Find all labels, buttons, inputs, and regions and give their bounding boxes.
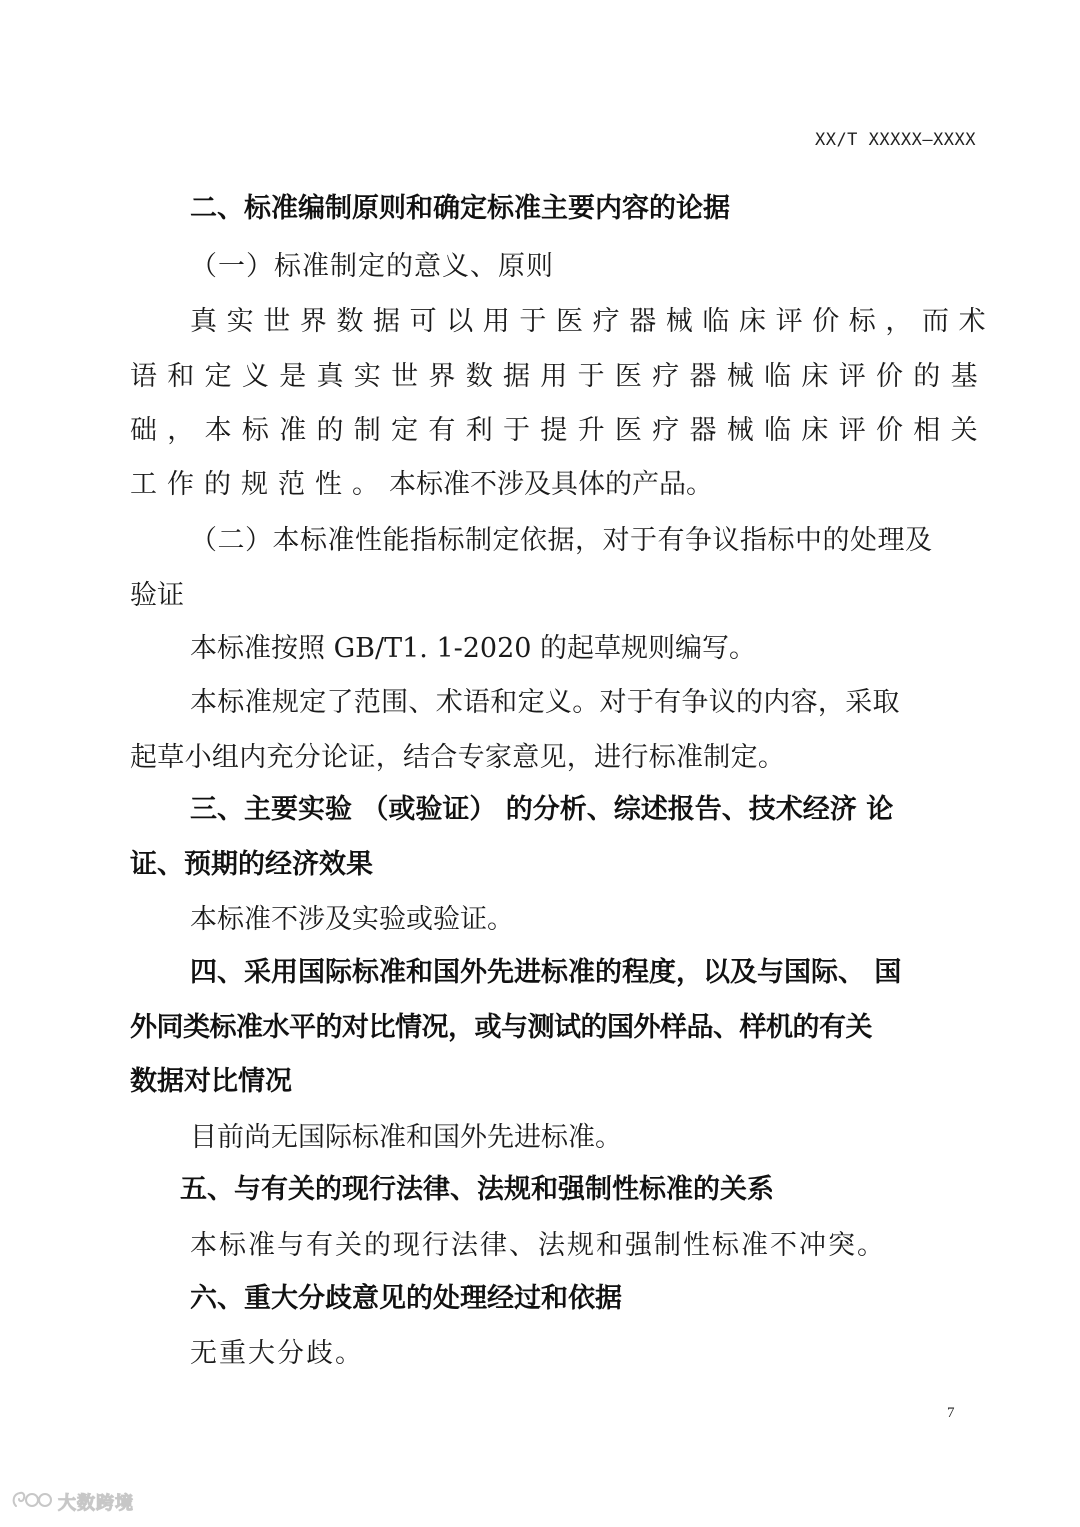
section-2-2-paragraph-2-line-1: 本标准规定了范围、术语和定义。对于有争议的内容，采取: [190, 687, 900, 718]
section-3-heading-line-2: 证、预期的经济效果: [130, 849, 373, 880]
section-2-1-paragraph-line-4-part-2: 本标准不涉及具体的产品。: [389, 469, 713, 500]
section-2-1-paragraph-line-2: 语和定义是真实世界数据用于医疗器械临床评价的基: [130, 361, 988, 392]
section-2-1-paragraph-line-3: 础，本标准的制定有利于提升医疗器械临床评价相关: [130, 415, 988, 446]
section-2-2-paragraph-1: 本标准按照 GB/T1. 1-2020 的起草规则编写。: [190, 633, 757, 664]
section-4-paragraph: 目前尚无国际标准和国外先进标准。: [190, 1122, 622, 1153]
watermark-logo-icon: [10, 1488, 54, 1516]
section-2-1-paragraph-line-1: 真实世界数据可以用于医疗器械临床评价标，而术: [190, 306, 996, 337]
section-4-heading-line-2: 外同类标准水平的对比情况，或与测试的国外样品、样机的有关: [130, 1012, 872, 1043]
watermark: [10, 1488, 134, 1516]
section-5-paragraph: 本标准与有关的现行法律、法规和强制性标准不冲突。: [190, 1230, 886, 1261]
section-3-paragraph: 本标准不涉及实验或验证。: [190, 904, 514, 935]
watermark-text: 大数跨境: [58, 1493, 134, 1514]
section-4-heading-line-1: 四、采用国际标准和国外先进标准的程度，以及与国际、 国: [190, 957, 902, 988]
section-5-heading: 五、与有关的现行法律、法规和强制性标准的关系: [180, 1174, 774, 1205]
section-2-2-heading-line-1: （二）本标准性能指标制定依据，对于有争议指标中的处理及: [190, 525, 933, 556]
section-4-heading-line-3: 数据对比情况: [130, 1066, 292, 1097]
section-2-1-paragraph-line-4: [130, 462, 713, 501]
section-2-1-paragraph-line-4-part-1: 工作的规范性。: [130, 469, 389, 500]
section-2-2-paragraph-2-line-2: 起草小组内充分论证，结合专家意见，进行标准制定。: [130, 742, 786, 773]
section-2-1-heading: （一）标准制定的意义、原则: [190, 251, 554, 282]
standard-code-header: XX/T XXXXX—XXXX: [814, 130, 976, 150]
section-6-paragraph: 无重大分歧。: [190, 1338, 364, 1369]
section-2-heading: 二、标准编制原则和确定标准主要内容的论据: [190, 193, 730, 224]
section-3-heading-line-1: 三、主要实验 （或验证） 的分析、综述报告、技术经济 论: [190, 794, 894, 825]
page-number: 7: [947, 1405, 955, 1421]
section-2-2-heading-line-2: 验证: [130, 580, 184, 611]
section-6-heading: 六、重大分歧意见的处理经过和依据: [190, 1283, 622, 1314]
